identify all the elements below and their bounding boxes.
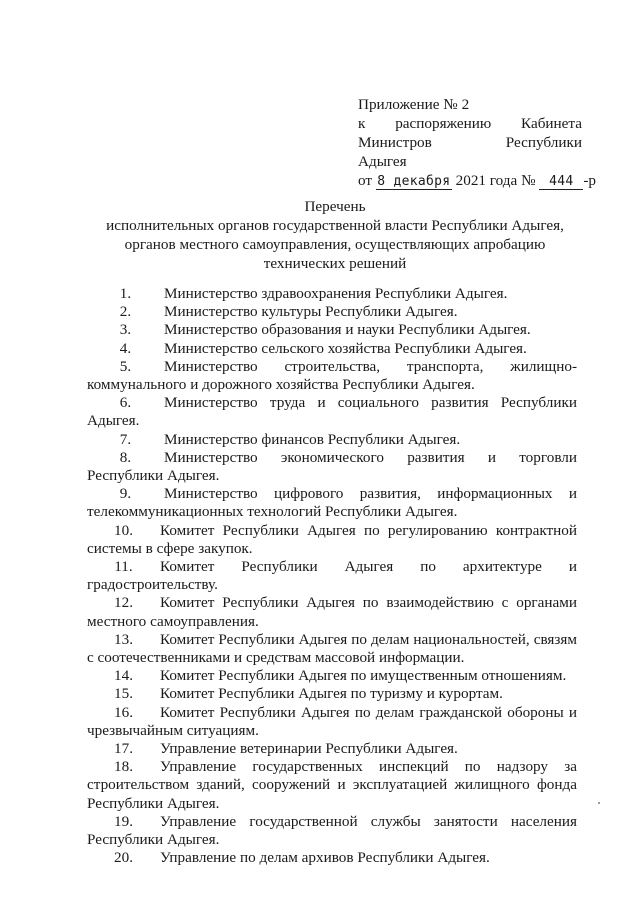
list-item-number: 15 . — [87, 685, 160, 703]
date-year: 2021 года № — [455, 172, 536, 189]
list-item — [87, 285, 577, 303]
list-item — [87, 431, 577, 449]
list-item-text: Министерство строительства, транспорта, жилищно-коммунального и дорожного хозяйства Республики Адыгея. — [87, 357, 577, 394]
date-day-month-handwritten: 8 декабря — [377, 174, 451, 189]
list-item-number: 2 . — [87, 303, 164, 321]
list-item-text: Министерство здравоохранения Республики Адыгея. — [164, 285, 508, 302]
list-item-text: Министерство финансов Республики Адыгея. — [164, 430, 461, 448]
list-item-text: Комитет Республики Адыгея по делам гражданской обороны и чрезвычайным ситуациям. — [87, 703, 577, 739]
list-item-text: Комитет Республики Адыгея по взаимодействию с органами местного самоуправления. — [87, 594, 577, 630]
list-item-number: 4 . — [87, 340, 164, 358]
appendix-line-4: Адыгея — [358, 153, 407, 170]
list-item-text: Министерство труда и социального развития Республики Адыгея. — [87, 394, 577, 430]
list-item-number: 20 . — [87, 849, 160, 867]
title-subtitle-line: технических решений — [263, 255, 407, 272]
appendix-title: Приложение № 2 — [358, 96, 470, 113]
list-item-text: Управление государственных инспекций по надзору за строительством зданий, сооружений и эксплуатацией жилищного фонда Республики Адыгея. — [87, 758, 577, 812]
list-item-number: 16 . — [87, 704, 160, 722]
document-number-suffix: -р — [583, 172, 597, 189]
list-item — [87, 522, 577, 558]
list-item — [87, 340, 577, 358]
list-item-number: 10 . — [87, 522, 160, 540]
title-subtitle-line: исполнительных органов государственной власти Республики Адыгея, — [106, 217, 564, 234]
document-number-handwritten: 444 — [539, 174, 583, 190]
list-item-text: Министерство экономического развития и торговли Республики Адыгея. — [87, 448, 577, 485]
list-item — [87, 558, 577, 594]
list-item-text: Управление по делам архивов Республики Адыгея. — [160, 849, 490, 867]
list-item-text: Комитет Республики Адыгея по архитектуре и градостроительству. — [87, 558, 577, 594]
organizations-list — [87, 285, 577, 868]
list-item-text: Комитет Республики Адыгея по делам национальностей, связям с соотечественниками и средствам массовой информации. — [87, 630, 577, 667]
list-item — [87, 631, 577, 667]
list-item — [87, 449, 577, 485]
list-item — [87, 704, 577, 740]
list-item — [87, 358, 577, 394]
list-item-text: Комитет Республики Адыгея по регулированию контрактной системы в сфере закупок. — [87, 521, 577, 557]
list-item — [87, 740, 577, 758]
list-item-number: 6 . — [87, 394, 164, 412]
list-item — [87, 394, 577, 430]
list-item-text: Министерство цифрового развития, информационных и телекоммуникационных технологий Республики Адыгея. — [87, 485, 577, 521]
list-item — [87, 303, 577, 321]
list-item-number: 18 . — [87, 758, 160, 776]
list-item-number: 13 . — [87, 631, 160, 649]
list-item — [87, 849, 577, 867]
list-item-number: 19 . — [87, 813, 160, 831]
list-item — [87, 667, 577, 685]
list-item-text: Комитет Республики Адыгея по имущественным отношениям. — [160, 667, 567, 685]
scan-speck — [598, 802, 600, 804]
list-item — [87, 758, 577, 813]
list-item-number: 14 . — [87, 667, 160, 685]
list-item-text: Министерство сельского хозяйства Республики Адыгея. — [164, 339, 527, 357]
document-title — [80, 198, 590, 274]
list-item-text: Министерство культуры Республики Адыгея. — [164, 303, 458, 321]
list-item-number: 12 . — [87, 594, 160, 612]
appendix-line-2: к распоряжению Кабинета — [358, 115, 582, 132]
list-item-text: Министерство образования и науки Республики Адыгея. — [164, 321, 531, 339]
list-item — [87, 685, 577, 703]
list-item-number: 9 . — [87, 485, 164, 503]
list-item-number: 17 . — [87, 740, 160, 758]
list-item — [87, 321, 577, 339]
list-item-text: Управление государственной службы занятости населения Республики Адыгея. — [87, 812, 577, 849]
list-item-number: 5 . — [87, 358, 164, 376]
title-heading: Перечень — [304, 198, 366, 215]
appendix-header — [358, 96, 597, 191]
list-item-number: 7 . — [87, 431, 164, 449]
list-item-number: 8 . — [87, 449, 164, 467]
list-item-text: Комитет Республики Адыгея по туризму и курортам. — [160, 685, 503, 703]
list-item-number: 1 . — [87, 285, 164, 303]
appendix-line-3: Министров Республики — [358, 134, 582, 151]
list-item-number: 3 . — [87, 321, 164, 339]
list-item-number: 11 . — [87, 558, 160, 576]
list-item-text: Управление ветеринарии Республики Адыгея. — [160, 740, 458, 758]
title-subtitle-line: органов местного самоуправления, осуществляющих апробацию — [124, 236, 546, 253]
list-item — [87, 594, 577, 630]
list-item — [87, 485, 577, 521]
appendix-date-line: от 8 декабря 2021 года № 444 -р — [358, 172, 597, 189]
list-item — [87, 813, 577, 849]
